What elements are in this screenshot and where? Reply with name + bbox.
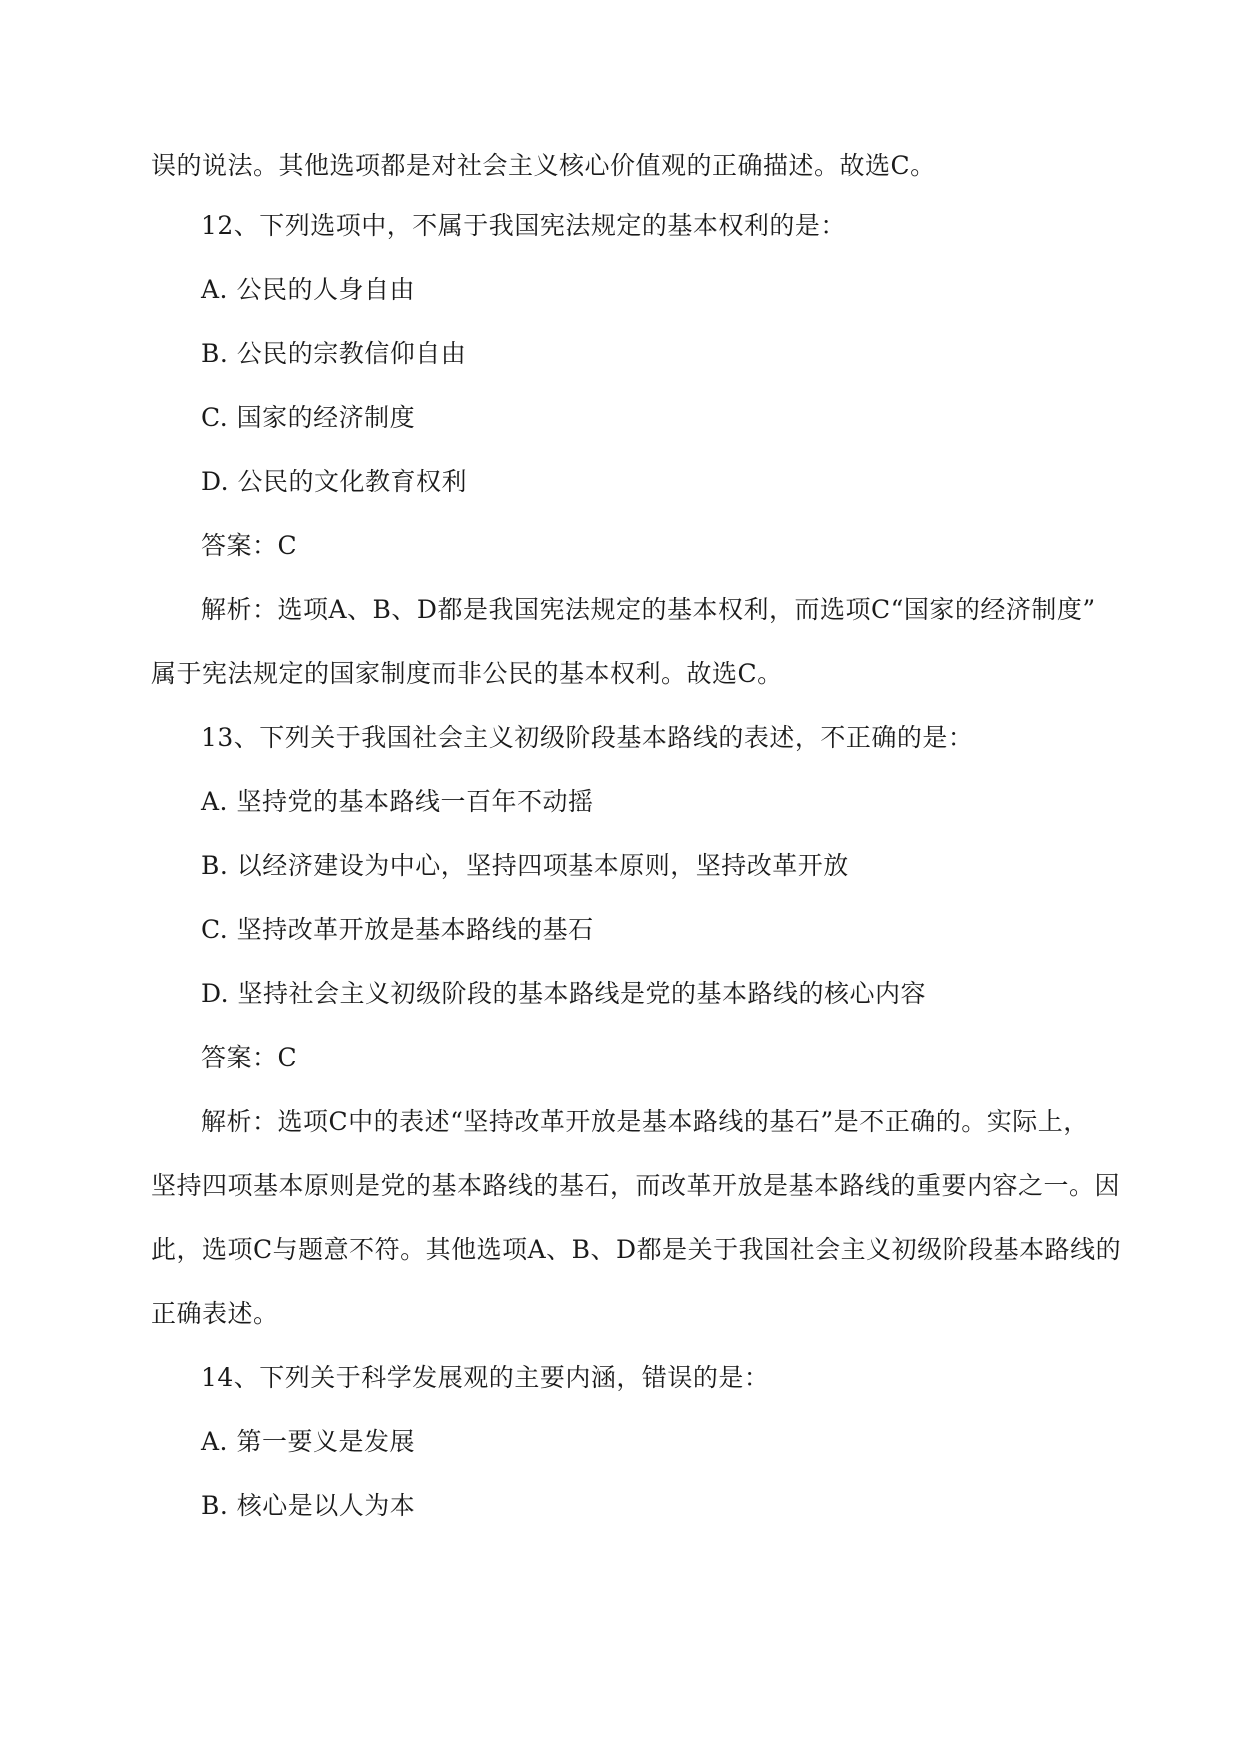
q14-option-b: B. 核心是以人为本 [201, 1491, 416, 1520]
q12-question: 12、下列选项中，不属于我国宪法规定的基本权利的是： [201, 211, 846, 240]
q13-explanation-line-2: 坚持四项基本原则是党的基本路线的基石，而改革开放是基本路线的重要内容之一。因 [151, 1171, 1121, 1200]
q12-option-d: D. 公民的文化教育权利 [201, 467, 468, 496]
q12-explanation-line-1: 解析：选项A、B、D都是我国宪法规定的基本权利，而选项C“国家的经济制度” [201, 595, 1096, 624]
q12-option-b: B. 公民的宗教信仰自由 [201, 339, 467, 368]
q12-option-c: C. 国家的经济制度 [201, 403, 416, 432]
q13-explanation-line-4: 正确表述。 [151, 1299, 279, 1328]
q13-question: 13、下列关于我国社会主义初级阶段基本路线的表述，不正确的是： [201, 723, 974, 752]
q14-question: 14、下列关于科学发展观的主要内涵，错误的是： [201, 1363, 770, 1392]
q13-option-a: A. 坚持党的基本路线一百年不动摇 [201, 787, 594, 816]
q14-option-a: A. 第一要义是发展 [201, 1427, 415, 1456]
q13-option-c: C. 坚持改革开放是基本路线的基石 [201, 915, 594, 944]
q13-explanation-line-3: 此，选项C与题意不符。其他选项A、B、D都是关于我国社会主义初级阶段基本路线的 [151, 1235, 1122, 1264]
q13-answer: 答案：C [201, 1043, 298, 1072]
q11-explanation-continued: 误的说法。其他选项都是对社会主义核心价值观的正确描述。故选C。 [151, 151, 936, 180]
q12-option-a: A. 公民的人身自由 [201, 275, 415, 304]
q13-option-d: D. 坚持社会主义初级阶段的基本路线是党的基本路线的核心内容 [201, 979, 927, 1008]
q12-explanation-line-2: 属于宪法规定的国家制度而非公民的基本权利。故选C。 [151, 659, 783, 688]
q13-option-b: B. 以经济建设为中心，坚持四项基本原则，坚持改革开放 [201, 851, 849, 880]
q13-explanation-line-1: 解析：选项C中的表述“坚持改革开放是基本路线的基石”是不正确的。实际上， [201, 1107, 1089, 1136]
q12-answer: 答案：C [201, 531, 298, 560]
